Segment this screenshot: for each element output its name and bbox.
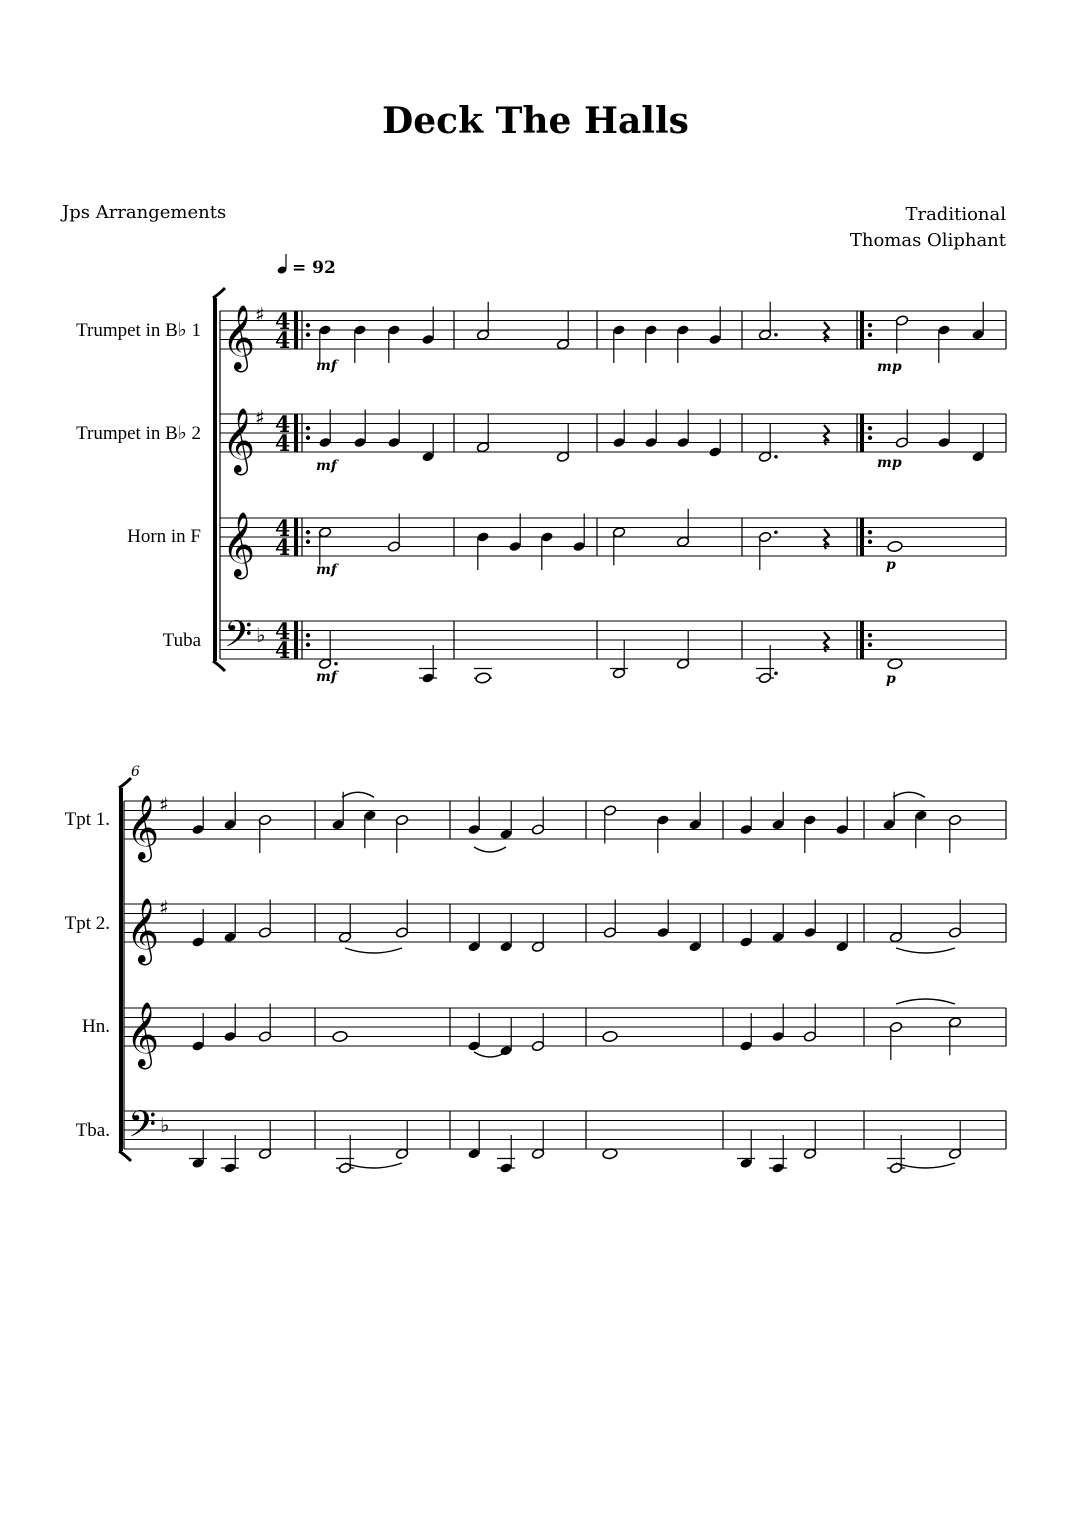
bass-clef: 𝄢: [128, 1103, 157, 1155]
time-signature: 4: [275, 431, 291, 457]
tempo-text: = 92: [292, 258, 336, 278]
note-head: [602, 1031, 617, 1042]
key-sharp: ♯: [255, 405, 265, 430]
label-trumpet-1: Trumpet in B♭ 1: [76, 320, 201, 341]
augmentation-dot: [774, 333, 778, 337]
slur: [893, 792, 925, 797]
slur: [896, 999, 955, 1004]
short-label-tuba: Tba.: [75, 1120, 110, 1141]
repeat-dot: [306, 540, 310, 544]
time-signature: 4: [275, 309, 291, 335]
repeat-dot: [306, 426, 310, 430]
treble-clef: 𝄞: [126, 1002, 160, 1067]
key-sharp: ♯: [159, 895, 169, 920]
slur: [345, 1163, 402, 1168]
treble-clef: 𝄞: [222, 512, 256, 577]
dynamic-horn-m1: mf: [316, 562, 337, 578]
repeat-dot: [306, 323, 310, 327]
augmentation-dot: [774, 530, 778, 534]
composer-traditional: Traditional: [905, 204, 1006, 225]
key-flat: ♭: [256, 623, 266, 647]
repeat-dot: [868, 643, 872, 647]
measure-number: 6: [131, 764, 140, 780]
dynamic-tpt2-m5: mp: [877, 455, 902, 471]
note-head: [887, 658, 902, 669]
dynamic-tpt1-m5: mp: [877, 359, 902, 375]
note-head: [332, 1031, 347, 1042]
note-head: [602, 1148, 617, 1159]
treble-clef: 𝄞: [222, 305, 256, 370]
time-signature: 4: [275, 535, 291, 561]
treble-clef: 𝄞: [222, 408, 256, 473]
key-sharp: ♯: [255, 302, 265, 327]
key-sharp: ♯: [159, 792, 169, 817]
composer-oliphant: Thomas Oliphant: [849, 230, 1006, 251]
slur: [896, 1163, 955, 1168]
augmentation-dot: [334, 662, 338, 666]
bass-clef: 𝄢: [224, 613, 253, 665]
bracket-top: [213, 288, 225, 298]
repeat-dot: [306, 643, 310, 647]
slur: [345, 948, 402, 953]
tempo-marking: [277, 254, 336, 278]
time-signature: 4: [275, 328, 291, 354]
slur: [896, 948, 955, 953]
repeat-dot: [868, 530, 872, 534]
slur: [342, 792, 374, 797]
time-signature: 4: [275, 638, 291, 664]
dynamic-tpt2-m1: mf: [316, 458, 337, 474]
music-notation: [119, 288, 1006, 1174]
key-flat: ♭: [160, 1113, 170, 1137]
repeat-dot: [306, 633, 310, 637]
arranger-credit: Jps Arrangements: [62, 202, 227, 223]
note-head: [887, 541, 902, 552]
dynamic-tuba-m1: mf: [316, 669, 337, 685]
repeat-dot: [868, 633, 872, 637]
repeat-dot: [868, 540, 872, 544]
dynamic-horn-m5: p: [886, 557, 896, 573]
label-trumpet-2: Trumpet in B♭ 2: [76, 423, 201, 444]
repeat-dot: [868, 323, 872, 327]
short-label-trumpet-1: Tpt 1.: [64, 809, 110, 830]
time-signature: 4: [275, 412, 291, 438]
time-signature: 4: [275, 516, 291, 542]
treble-clef: 𝄞: [126, 898, 160, 963]
time-signature: 4: [275, 619, 291, 645]
repeat-dot: [306, 530, 310, 534]
repeat-dot: [868, 333, 872, 337]
score-title: Deck The Halls: [382, 100, 689, 142]
treble-clef: 𝄞: [126, 795, 160, 860]
repeat-dot: [306, 436, 310, 440]
repeat-dot: [868, 426, 872, 430]
note-head: [475, 672, 490, 683]
augmentation-dot: [774, 671, 778, 675]
bracket-top: [119, 778, 131, 788]
dynamic-tuba-m5: p: [886, 671, 896, 687]
label-tuba: Tuba: [162, 630, 201, 651]
slur: [474, 847, 506, 852]
short-label-horn: Hn.: [82, 1016, 110, 1037]
repeat-dot: [306, 333, 310, 337]
dynamic-tpt1-m1: mf: [316, 358, 337, 374]
label-horn: Horn in F: [127, 526, 201, 547]
augmentation-dot: [774, 455, 778, 459]
repeat-dot: [868, 436, 872, 440]
short-label-trumpet-2: Tpt 2.: [64, 913, 110, 934]
